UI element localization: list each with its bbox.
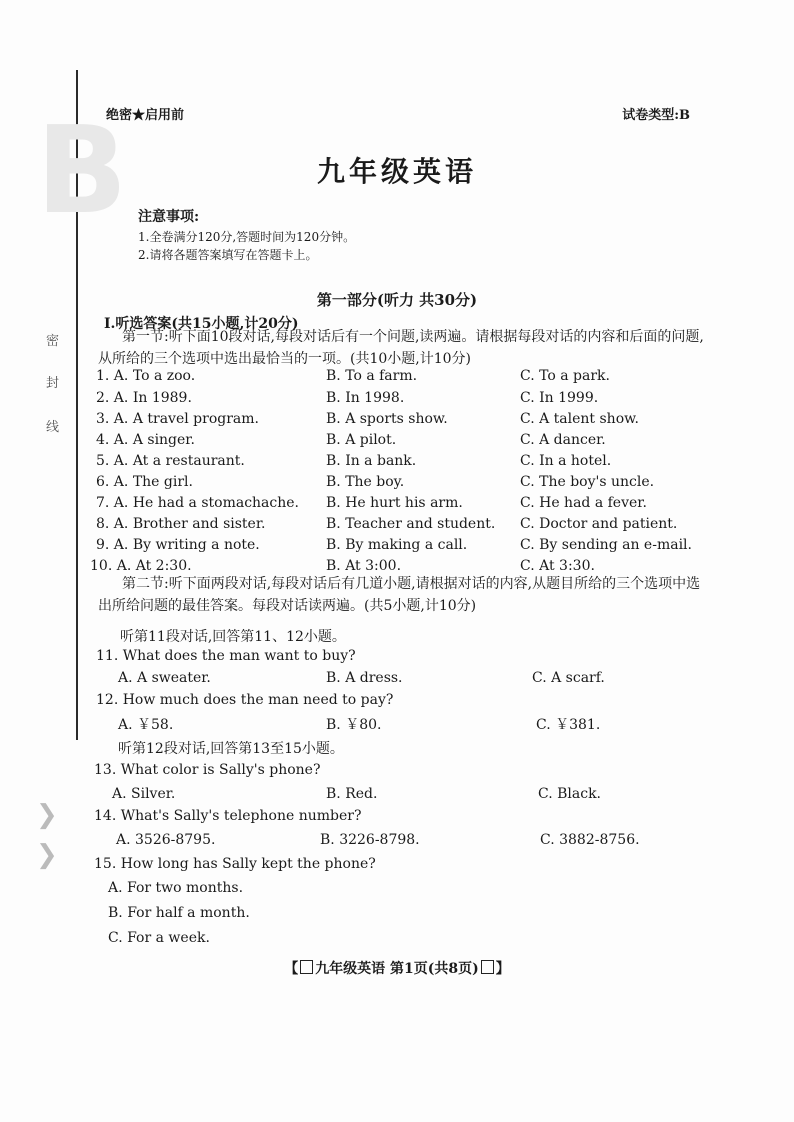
footer-bracket: 】 [495,961,510,977]
option-a: 7. A. He had a stomachache. [96,495,299,511]
note-item: 1.全卷满分120分,答题时间为120分钟。 [138,230,356,244]
question-stem: 13. What color is Sally's phone? [94,762,321,778]
footer-bracket: 【 [284,961,299,977]
paper-type-watermark: B [36,102,128,241]
option-c: C. Black. [538,786,601,802]
question-row [0,453,794,475]
option-c: C. He had a fever. [520,495,647,511]
chevron-right-icon: ❯ [36,800,58,830]
question-row [0,390,794,412]
option-b: B. ￥80. [326,717,382,733]
checkbox-icon [481,960,494,974]
section-instruction: 第一节:听下面10段对话,每段对话后有一个问题,读两遍。请根据每段对话的内容和后面的问题,从所给的三个选项中选出最恰当的一项。(共10小题,计10分) [98,329,704,367]
question-row [0,516,794,538]
option-a: 5. A. At a restaurant. [96,453,245,469]
paper-type-label: 试卷类型:B [622,108,690,123]
question-stem: 15. How long has Sally kept the phone? [94,856,376,872]
option-a: 8. A. Brother and sister. [96,516,266,532]
option-b: B. A sports show. [326,411,448,427]
question-row [0,786,794,808]
notes-heading: 注意事项: [138,209,200,225]
option-c: C. Doctor and patient. [520,516,678,532]
part-heading: 第一部分(听力 共30分) [316,291,478,309]
option-c: C. ￥381. [536,717,601,733]
question-row [0,714,794,736]
margin-mark: 密 [46,334,60,349]
option-b: B. The boy. [326,474,405,490]
option-b: B. For half a month. [108,905,250,921]
option-a: A. A sweater. [118,670,211,686]
option-c: C. At 3:30. [520,558,595,574]
option-b: B. Teacher and student. [326,516,496,532]
dialog-label: 听第12段对话,回答第13至15小题。 [118,741,344,757]
question-stem: 12. How much does the man need to pay? [96,692,394,708]
question-row [0,368,794,390]
option-a: 2. A. In 1989. [96,390,192,406]
option-a: A. For two months. [108,880,244,896]
option-c: C. The boy's uncle. [520,474,655,490]
confidential-label: 绝密★启用前 [106,108,185,123]
option-c: C. In a hotel. [520,453,612,469]
question-row [0,432,794,454]
question-stem: 11. What does the man want to buy? [96,648,356,664]
page-title: 九年级英语 [316,155,477,188]
option-b: B. In a bank. [326,453,417,469]
option-b: B. At 3:00. [326,558,402,574]
option-a: 1. A. To a zoo. [96,368,196,384]
option-a: A. 3526-8795. [116,832,216,848]
note-item: 2.请将各题答案填写在答题卡上。 [138,248,318,262]
footer-text: 九年级英语 第1页(共8页) [315,961,479,977]
option-b: B. By making a call. [326,537,468,553]
option-a: 10. A. At 2:30. [90,558,192,574]
margin-mark: 封 [46,376,60,391]
option-c: C. A scarf. [532,670,605,686]
question-row [0,832,794,854]
option-b: B. 3226-8798. [320,832,420,848]
option-a: 3. A. A travel program. [96,411,259,427]
chevron-right-icon: ❯ [36,840,58,870]
option-b: B. In 1998. [326,390,405,406]
question-row [0,411,794,433]
option-c: C. 3882-8756. [540,832,640,848]
margin-mark: 线 [46,420,60,435]
option-b: B. A dress. [326,670,403,686]
option-c: C. To a park. [520,368,610,384]
option-c: C. A talent show. [520,411,639,427]
section-heading: Ⅰ.听选答案(共15小题,计20分) [104,316,299,332]
option-b: B. He hurt his arm. [326,495,463,511]
question-row [0,537,794,559]
option-c: C. For a week. [108,930,210,946]
question-row [0,474,794,496]
option-a: A. Silver. [112,786,176,802]
option-c: C. By sending an e-mail. [520,537,692,553]
question-row [0,495,794,517]
option-b: B. To a farm. [326,368,418,384]
option-a: 9. A. By writing a note. [96,537,260,553]
option-b: B. A pilot. [326,432,397,448]
checkbox-icon [300,960,313,974]
section-instruction: 第二节:听下面两段对话,每段对话后有几道小题,请根据对话的内容,从题目所给的三个选项中选出所给问题的最佳答案。每段对话读两遍。(共5小题,计10分) [98,576,701,614]
page-footer [0,958,794,978]
option-a: A. ￥58. [118,717,174,733]
option-c: C. In 1999. [520,390,599,406]
option-b: B. Red. [326,786,378,802]
option-a: 6. A. The girl. [96,474,193,490]
option-a: 4. A. A singer. [96,432,195,448]
question-row [0,670,794,692]
dialog-label: 听第11段对话,回答第11、12小题。 [120,629,346,645]
question-stem: 14. What's Sally's telephone number? [94,808,362,824]
option-c: C. A dancer. [520,432,606,448]
